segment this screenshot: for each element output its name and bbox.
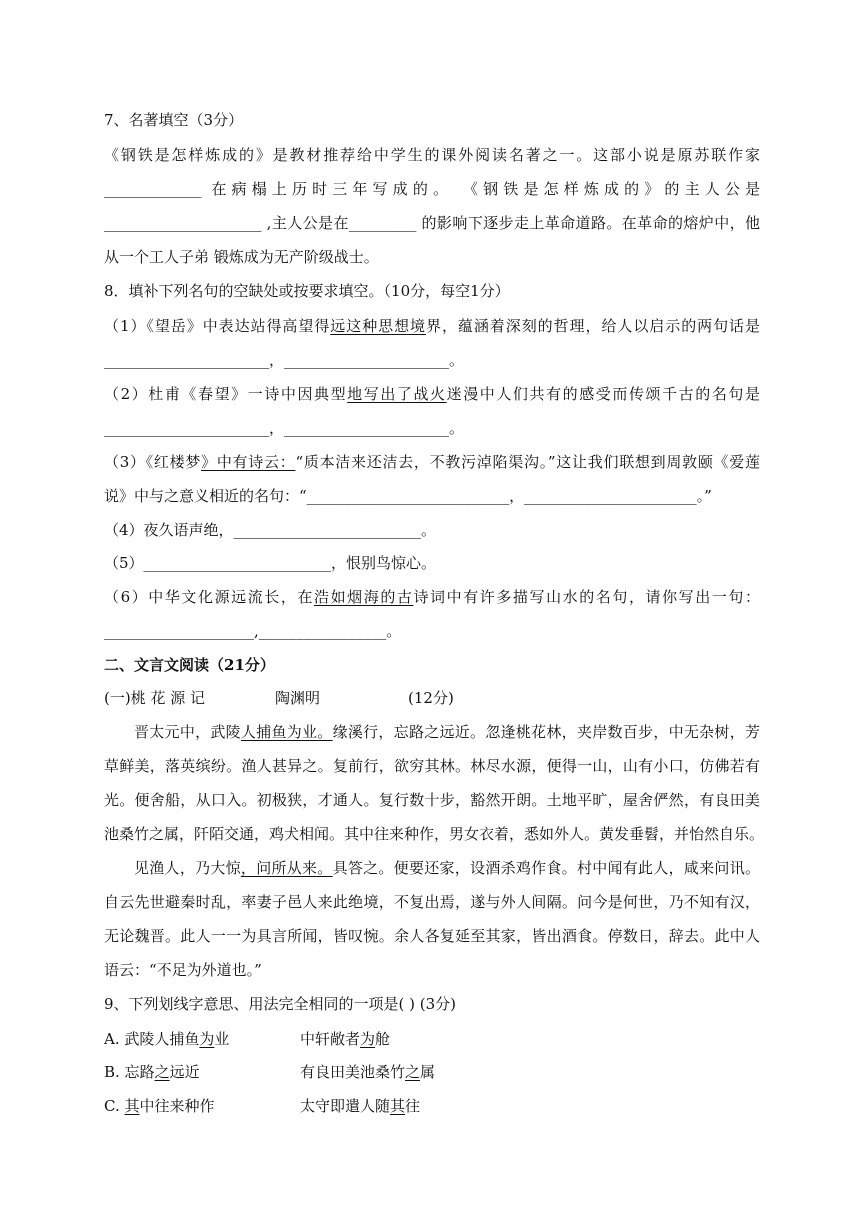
underlined-text: 地写出了战火 xyxy=(347,385,447,403)
q7-line-3: _____________________ ,主人公是在_________ 的影响下逐步走上革命道路。在革命的熔炉中，他 xyxy=(104,214,760,232)
underlined-text: 人捕鱼为业。 xyxy=(240,723,333,741)
underlined-text: 浩如烟海的古 xyxy=(314,588,414,606)
passage-p2-line-2: 自云先世避秦时乱，率妻子邑人来此绝境，不复出焉，遂与外人间隔。问今是何世，乃不知有汉， xyxy=(104,893,760,911)
q9-option-a-compare: 中轩敞者为舱 xyxy=(300,1030,391,1048)
underlined-text: ，问所从来。 xyxy=(240,859,333,877)
underlined-char: 其 xyxy=(124,1097,140,1115)
q8-item-1: （1）《望岳》中表达站得高望得远这种思想境界，蕴涵着深刻的哲理，给人以启示的两句话是 xyxy=(104,317,760,335)
underlined-char: 为 xyxy=(199,1030,215,1048)
q8-item-2-blank: ______________________，______________________。 xyxy=(104,419,465,437)
subsection-heading xyxy=(104,688,760,708)
q9-option-c: C. 其中往来种作 太守即遣人随其往 xyxy=(104,1097,421,1115)
q7-title: 7、名著填空（3分） xyxy=(104,111,244,129)
q8-item-3-line-2: 说》中与之意义相近的名句：“___________________________，_______________________。” xyxy=(104,487,712,505)
q9-option-c-compare: 太守即遣人随其往 xyxy=(300,1097,421,1115)
q8-item-2: （2）杜甫《春望》一诗中因典型地写出了战火迷漫中人们共有的感受而传颂千古的名句是 xyxy=(104,385,760,403)
underlined-char: 之 xyxy=(405,1063,421,1081)
q9-option-b: B. 忘路之远近 有良田美池桑竹之属 xyxy=(104,1063,436,1081)
passage-author: 陶渊明 xyxy=(275,689,321,707)
underlined-char: 为 xyxy=(360,1030,376,1048)
q9-option-a: A. 武陵人捕鱼为业 中轩敞者为舱 xyxy=(104,1030,391,1048)
q8-item-1-blank: ______________________，______________________。 xyxy=(104,351,465,369)
q9-title: 9、下列划线字意思、用法完全相同的一项是( ) (3分) xyxy=(104,995,457,1013)
q9-option-b-compare: 有良田美池桑竹之属 xyxy=(300,1063,436,1081)
passage-score: (12分) xyxy=(408,689,454,707)
q8-title: 8．填补下列名句的空缺处或按要求填空。（10分，每空1分） xyxy=(104,282,510,300)
q8-item-3: （3）《红楼梦》中有诗云：“质本洁来还洁去，不教污淖陷渠沟。”这让我们联想到周敦颐《爱莲 xyxy=(104,453,760,471)
passage-p2-line-3: 无论魏晋。此人一一为具言所闻，皆叹惋。余人各复延至其家，皆出酒食。停数日，辞去。此中人 xyxy=(104,927,760,945)
q8-item-5: （5）_________________________，恨别鸟惊心。 xyxy=(104,554,437,572)
passage-p1-line-3: 光。便舍船，从口入。初极狭，才通人。复行数十步，豁然开朗。土地平旷，屋舍俨然，有良田美 xyxy=(104,791,760,809)
underlined-text: 》中有诗云： xyxy=(201,453,296,471)
passage-p2-line-1: 见渔人，乃大惊，问所从来。具答之。便要还家，设酒杀鸡作食。村中闻有此人，咸来问讯。 xyxy=(134,859,760,877)
underlined-char: 之 xyxy=(154,1063,170,1081)
passage-title: (一)桃 花 源 记 xyxy=(104,689,206,707)
underlined-char: 其 xyxy=(390,1097,406,1115)
q7-line-4: 从一个工人子弟 锻炼成为无产阶级战士。 xyxy=(104,248,379,266)
passage-p1-line-4: 池桑竹之属，阡陌交通，鸡犬相闻。其中往来种作，男女衣着，悉如外人。黄发垂髫，并怡然自乐。 xyxy=(104,825,765,843)
q7-line-2: _____________ 在病榻上历时三年写成的。 《钢铁是怎样炼成的》的主人公是 xyxy=(104,180,760,198)
passage-p1-line-1: 晋太元中，武陵人捕鱼为业。缘溪行，忘路之远近。忽逢桃花林，夹岸数百步，中无杂树，芳 xyxy=(134,723,760,741)
passage-p1-line-2: 草鲜美，落英缤纷。渔人甚异之。复前行，欲穷其林。林尽水源，便得一山，山有小口，仿佛若有 xyxy=(104,757,760,775)
q8-item-6: （6）中华文化源远流长，在浩如烟海的古诗词中有许多描写山水的名句，请你写出一句： xyxy=(104,588,760,606)
q7-line-1: 《钢铁是怎样炼成的》是教材推荐给中学生的课外阅读名著之一。这部小说是原苏联作家 xyxy=(104,146,760,164)
passage-p2-line-4: 语云：“不足为外道也。” xyxy=(104,961,262,979)
q8-item-4: （4）夜久语声绝，_________________________。 xyxy=(104,521,437,539)
underlined-text: 远这种思想境 xyxy=(330,317,426,335)
q8-item-6-blank: ____________________,_________________。 xyxy=(104,622,402,640)
section-heading: 二、文言文阅读（21分） xyxy=(104,656,275,674)
